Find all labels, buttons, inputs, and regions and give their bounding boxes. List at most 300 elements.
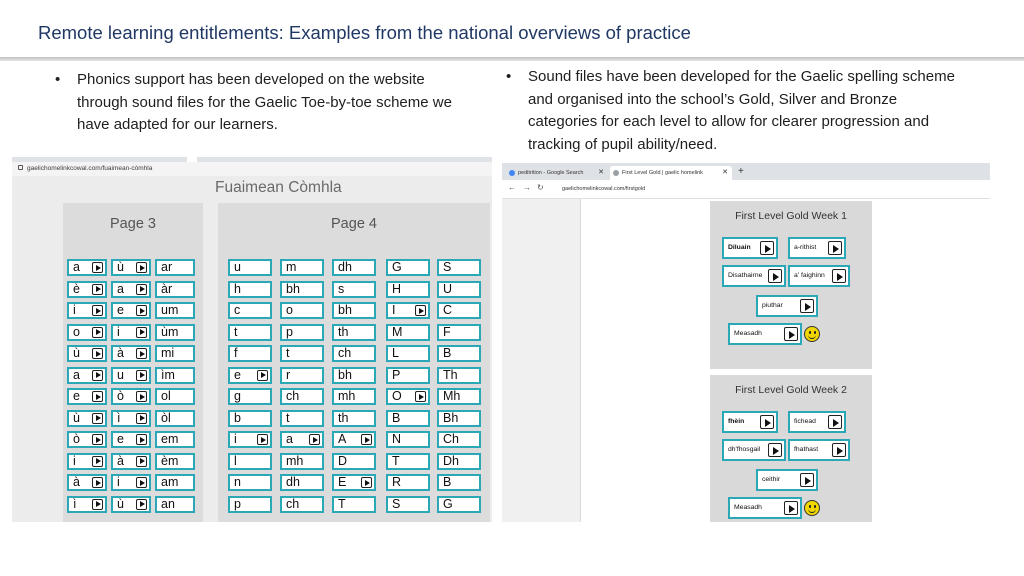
sound-label: B	[392, 410, 401, 425]
new-tab-button[interactable]: +	[738, 166, 744, 177]
page3-sound-cell[interactable]	[67, 345, 107, 362]
page4-sound-cell[interactable]	[386, 367, 430, 384]
page4-sound-cell[interactable]	[280, 345, 324, 362]
page4-sound-cell[interactable]	[280, 324, 324, 341]
sound-label: S	[443, 260, 452, 274]
sound-label: è	[73, 281, 80, 296]
page4-sound-cell[interactable]	[332, 302, 376, 319]
page4-sound-cell[interactable]	[280, 453, 324, 470]
page4-sound-cell[interactable]	[437, 345, 481, 362]
sound-label: ù	[73, 346, 80, 360]
pane-divider	[580, 199, 581, 522]
page3-sound-cell[interactable]	[111, 345, 151, 362]
word-card[interactable]	[788, 411, 846, 433]
play-icon[interactable]	[136, 477, 147, 488]
page4-sound-cell[interactable]	[228, 302, 272, 319]
play-icon[interactable]	[136, 305, 147, 316]
play-icon[interactable]	[92, 391, 103, 402]
sound-label: N	[392, 432, 402, 446]
sound-label: i	[117, 475, 120, 489]
page-heading: Fuaimean Còmhla	[215, 179, 342, 196]
play-icon[interactable]	[92, 284, 103, 295]
page4-sound-cell[interactable]	[332, 388, 376, 405]
play-icon[interactable]	[760, 415, 774, 429]
sound-label: C	[443, 303, 453, 317]
word-label: dh'fhosgail	[728, 446, 761, 453]
week-1-title: First Level Gold Week 1	[735, 210, 847, 222]
page4-sound-cell[interactable]	[228, 388, 272, 405]
sound-label: u	[117, 367, 124, 382]
tab-label: First Level Gold | gaelic homelink	[622, 170, 703, 176]
word-label: Diluain	[728, 244, 751, 251]
tab-first-level-gold[interactable]	[610, 166, 732, 180]
play-icon[interactable]	[136, 348, 147, 359]
page3-sound-cell[interactable]	[111, 431, 151, 448]
page4-sound-cell[interactable]	[437, 259, 481, 276]
sound-label: a	[286, 432, 293, 446]
sound-label: Mh	[443, 389, 461, 403]
page4-sound-cell[interactable]	[228, 410, 272, 427]
page3-sound-cell[interactable]	[67, 367, 107, 384]
sound-label: F	[443, 324, 451, 339]
word-card[interactable]	[788, 439, 850, 461]
play-icon[interactable]	[800, 299, 814, 313]
page4-sound-cell[interactable]	[228, 345, 272, 362]
page3-sound-cell[interactable]	[111, 367, 151, 384]
play-icon[interactable]	[92, 499, 103, 510]
play-icon[interactable]	[136, 262, 147, 273]
play-icon[interactable]	[92, 477, 103, 488]
word-label: Disathairne	[728, 272, 763, 279]
sound-label: a	[73, 260, 80, 274]
sound-label: em	[161, 432, 179, 446]
play-icon[interactable]	[136, 499, 147, 510]
sound-label: ù	[73, 410, 80, 425]
page4-sound-cell[interactable]	[386, 431, 430, 448]
sound-label: r	[286, 367, 291, 382]
page4-sound-cell[interactable]	[332, 367, 376, 384]
page3-sound-cell[interactable]	[155, 474, 195, 491]
page3-sound-cell[interactable]	[67, 453, 107, 470]
page4-sound-cell[interactable]	[386, 281, 430, 298]
page4-sound-cell[interactable]	[386, 453, 430, 470]
play-icon[interactable]	[92, 456, 103, 467]
page4-sound-cell[interactable]	[437, 410, 481, 427]
page3-sound-cell[interactable]	[111, 281, 151, 298]
sound-label: S	[392, 496, 401, 511]
page4-sound-cell[interactable]	[386, 259, 430, 276]
word-card[interactable]	[722, 237, 778, 259]
page3-sound-cell[interactable]	[155, 324, 195, 341]
first-level-gold-screenshot	[502, 163, 990, 522]
sound-label: e	[234, 367, 241, 382]
page4-sound-cell[interactable]	[386, 474, 430, 491]
page3-sound-cell[interactable]	[155, 345, 195, 362]
sound-label: u	[234, 260, 241, 274]
play-icon[interactable]	[257, 370, 268, 381]
sound-label: ar	[161, 260, 173, 274]
site-icon	[613, 170, 619, 176]
sound-label: à	[117, 453, 124, 468]
sound-label: b	[234, 410, 241, 425]
page4-sound-cell[interactable]	[280, 431, 324, 448]
page4-sound-cell[interactable]	[228, 431, 272, 448]
sound-label: m	[286, 260, 297, 274]
play-icon[interactable]	[136, 284, 147, 295]
page4-sound-cell[interactable]	[228, 496, 272, 513]
word-card[interactable]	[722, 439, 786, 461]
play-icon[interactable]	[136, 370, 147, 381]
page3-sound-cell[interactable]	[67, 281, 107, 298]
page3-sound-cell[interactable]	[111, 302, 151, 319]
page3-sound-cell[interactable]	[67, 474, 107, 491]
word-label: Measadh	[734, 330, 762, 337]
play-icon[interactable]	[309, 434, 320, 445]
page4-sound-cell[interactable]	[437, 324, 481, 341]
sound-label: òl	[161, 410, 171, 425]
back-button[interactable]: ←	[508, 183, 516, 192]
page3-sound-cell[interactable]	[155, 302, 195, 319]
page3-sound-cell[interactable]	[67, 496, 107, 513]
page4-sound-cell[interactable]	[437, 388, 481, 405]
page3-sound-cell[interactable]	[155, 388, 195, 405]
word-label: fhathast	[794, 446, 819, 453]
page-4-panel	[218, 203, 490, 522]
page3-sound-cell[interactable]	[67, 324, 107, 341]
page4-sound-cell[interactable]	[386, 345, 430, 362]
play-icon[interactable]	[92, 434, 103, 445]
word-label: piuthar	[762, 302, 783, 309]
play-icon[interactable]	[832, 443, 846, 457]
word-label: fhèin	[728, 418, 745, 425]
google-icon	[509, 170, 515, 176]
play-icon[interactable]	[768, 443, 782, 457]
play-icon[interactable]	[784, 327, 798, 341]
sound-label: ch	[286, 389, 300, 403]
sound-label: mi	[161, 346, 175, 360]
sound-label: p	[234, 496, 241, 511]
play-icon[interactable]	[92, 413, 103, 424]
play-icon[interactable]	[832, 269, 846, 283]
page4-sound-cell[interactable]	[437, 302, 481, 319]
play-icon[interactable]	[92, 305, 103, 316]
word-card[interactable]	[756, 469, 818, 491]
sound-label: A	[338, 432, 347, 446]
sound-label: e	[73, 389, 80, 403]
sound-label: P	[392, 367, 401, 382]
close-icon[interactable]: ✕	[722, 169, 728, 176]
sound-label: B	[443, 475, 452, 489]
play-icon[interactable]	[768, 269, 782, 283]
sound-label: a	[73, 367, 80, 382]
page4-sound-cell[interactable]	[437, 281, 481, 298]
sound-label: ù	[117, 260, 124, 274]
sound-label: Ch	[443, 432, 459, 446]
title-divider	[0, 57, 1024, 61]
page3-sound-cell[interactable]	[155, 367, 195, 384]
play-icon[interactable]	[361, 477, 372, 488]
word-label: Measadh	[734, 504, 762, 511]
page4-sound-cell[interactable]	[437, 453, 481, 470]
week-2-panel	[710, 375, 872, 522]
close-icon[interactable]: ✕	[598, 169, 604, 176]
sound-label: mh	[286, 453, 304, 468]
page4-sound-cell[interactable]	[228, 474, 272, 491]
sound-label: l	[234, 453, 237, 468]
page4-sound-cell[interactable]	[280, 281, 324, 298]
sound-label: à	[73, 475, 80, 489]
play-icon[interactable]	[784, 501, 798, 515]
bullet-phonics	[55, 69, 469, 137]
sound-label: E	[338, 475, 347, 489]
sound-label: ol	[161, 389, 171, 403]
word-card[interactable]	[788, 237, 846, 259]
sound-label: o	[286, 303, 293, 317]
page4-sound-cell[interactable]	[386, 496, 430, 513]
page4-sound-cell[interactable]	[228, 367, 272, 384]
sound-label: t	[286, 410, 290, 425]
page3-sound-cell[interactable]	[155, 431, 195, 448]
sound-label: um	[161, 303, 179, 317]
word-label: fichead	[794, 418, 816, 425]
page3-sound-cell[interactable]	[111, 388, 151, 405]
play-icon[interactable]	[415, 305, 426, 316]
page4-sound-cell[interactable]	[437, 367, 481, 384]
sound-label: n	[234, 475, 241, 489]
sound-label: bh	[338, 303, 352, 317]
page4-sound-cell[interactable]	[332, 453, 376, 470]
page4-sound-cell[interactable]	[332, 281, 376, 298]
play-icon[interactable]	[136, 434, 147, 445]
sound-label: t	[286, 346, 290, 360]
page4-sound-cell[interactable]	[280, 259, 324, 276]
sound-label: mh	[338, 389, 356, 403]
play-icon[interactable]	[136, 327, 147, 338]
sound-label: ch	[338, 346, 352, 360]
sound-label: h	[234, 281, 241, 296]
sound-label: ùm	[161, 324, 179, 339]
sound-label: L	[392, 346, 399, 360]
sound-label: Dh	[443, 453, 459, 468]
week-2-title: First Level Gold Week 2	[735, 384, 847, 396]
page3-sound-cell[interactable]	[67, 259, 107, 276]
sound-label: B	[443, 346, 452, 360]
tab-google-search[interactable]	[506, 166, 608, 180]
sound-label: th	[338, 410, 349, 425]
play-icon[interactable]	[92, 262, 103, 273]
word-label: ceithir	[762, 476, 781, 483]
word-card[interactable]	[728, 497, 802, 519]
sound-label: àr	[161, 281, 173, 296]
sound-label: p	[286, 324, 293, 339]
sound-label: bh	[338, 367, 352, 382]
play-icon[interactable]	[92, 327, 103, 338]
browser-nav-bar	[502, 180, 990, 199]
sound-label: ìm	[161, 367, 175, 382]
page3-sound-cell[interactable]	[67, 410, 107, 427]
sound-label: U	[443, 281, 453, 296]
page4-sound-cell[interactable]	[228, 324, 272, 341]
sound-label: ò	[117, 389, 124, 403]
sound-label: am	[161, 475, 179, 489]
play-icon[interactable]	[415, 391, 426, 402]
sound-label: èm	[161, 453, 179, 468]
page4-sound-cell[interactable]	[228, 281, 272, 298]
page3-sound-cell[interactable]	[67, 302, 107, 319]
sound-label: i	[117, 324, 120, 339]
bullet-sound-files-text: Sound files have been developed for the Gaelic spelling scheme and organised into the school’s Gold, Silver and Bronze categories for each level to allow for clearer progression and tracking of pupil ability/need.	[528, 68, 955, 153]
page3-sound-cell[interactable]	[155, 453, 195, 470]
word-label: a-rithist	[794, 244, 817, 251]
page4-sound-cell[interactable]	[386, 324, 430, 341]
sound-label: dh	[286, 475, 300, 489]
sound-label: dh	[338, 260, 352, 274]
week-1-panel	[710, 201, 872, 369]
sound-label: ù	[117, 496, 124, 511]
sound-label: a	[117, 281, 124, 296]
sound-label: D	[338, 453, 348, 468]
sound-label: à	[117, 346, 124, 360]
page3-sound-cell[interactable]	[67, 431, 107, 448]
page4-sound-cell[interactable]	[386, 302, 430, 319]
sound-label: o	[73, 324, 80, 339]
sound-label: an	[161, 496, 175, 511]
page4-sound-cell[interactable]	[437, 474, 481, 491]
play-icon[interactable]	[92, 348, 103, 359]
page4-sound-cell[interactable]	[332, 496, 376, 513]
sound-label: c	[234, 303, 241, 317]
play-icon[interactable]	[257, 434, 268, 445]
page3-sound-cell[interactable]	[111, 324, 151, 341]
sound-label: s	[338, 281, 345, 296]
word-label: a' faighinn	[794, 272, 825, 279]
page3-sound-cell[interactable]	[111, 496, 151, 513]
page3-sound-cell[interactable]	[155, 496, 195, 513]
browser-tab-strip	[12, 157, 492, 162]
sound-label: g	[234, 389, 241, 403]
bullet-marker: •	[506, 68, 512, 85]
sound-label: G	[392, 260, 402, 274]
sound-label: ò	[73, 432, 80, 446]
sound-label: I	[392, 303, 396, 317]
page4-sound-cell[interactable]	[437, 496, 481, 513]
page4-sound-cell[interactable]	[280, 388, 324, 405]
page4-sound-cell[interactable]	[280, 474, 324, 491]
page3-sound-cell[interactable]	[111, 453, 151, 470]
sound-label: t	[234, 324, 238, 339]
sound-label: Th	[443, 367, 458, 382]
page4-sound-cell[interactable]	[228, 453, 272, 470]
play-icon[interactable]	[136, 456, 147, 467]
sound-label: i	[234, 432, 237, 446]
page-3-panel	[63, 203, 203, 522]
word-card[interactable]	[788, 265, 850, 287]
sound-label: M	[392, 324, 403, 339]
sound-label: f	[234, 346, 238, 360]
smiley-icon	[804, 500, 820, 516]
sound-label: e	[117, 432, 124, 446]
sound-label: e	[117, 303, 124, 317]
page3-sound-cell[interactable]	[155, 281, 195, 298]
page4-sound-cell[interactable]	[386, 410, 430, 427]
address-bar[interactable]	[12, 162, 492, 176]
page4-sound-cell[interactable]	[332, 324, 376, 341]
side-pane	[502, 199, 580, 522]
slide-title: Remote learning entitlements: Examples from the national overviews of practice	[38, 22, 691, 43]
page4-sound-cell[interactable]	[280, 410, 324, 427]
page4-sound-cell[interactable]	[332, 474, 376, 491]
word-card[interactable]	[722, 265, 786, 287]
sound-label: R	[392, 475, 402, 489]
page4-sound-cell[interactable]	[332, 345, 376, 362]
page3-sound-cell[interactable]	[155, 259, 195, 276]
play-icon[interactable]	[92, 370, 103, 381]
page3-sound-cell[interactable]	[111, 474, 151, 491]
page3-sound-cell[interactable]	[155, 410, 195, 427]
sound-label: ì	[117, 410, 121, 425]
page4-sound-cell[interactable]	[437, 431, 481, 448]
tab-label: peditrition - Google Search	[518, 170, 584, 176]
sound-label: i	[73, 303, 76, 317]
bullet-sound-files	[506, 66, 968, 156]
smiley-icon	[804, 326, 820, 342]
lock-icon	[18, 165, 23, 170]
page4-sound-cell[interactable]	[280, 302, 324, 319]
bullet-phonics-text: Phonics support has been developed on the website through sound files for the Gaelic Toe-by-toe scheme we have adapted for our learners.	[77, 71, 452, 133]
sound-label: ch	[286, 496, 300, 511]
sound-label: bh	[286, 281, 300, 296]
address-url[interactable]: gaelichomelinkcowal.com/firstgold	[562, 186, 646, 192]
play-icon[interactable]	[361, 434, 372, 445]
browser-tab-bar	[502, 163, 990, 180]
forward-button[interactable]: →	[523, 183, 531, 192]
page4-sound-cell[interactable]	[332, 410, 376, 427]
page3-sound-cell[interactable]	[67, 388, 107, 405]
page-3-label: Page 3	[110, 216, 156, 232]
bullet-marker: •	[55, 71, 61, 88]
sound-label: H	[392, 281, 402, 296]
play-icon[interactable]	[136, 413, 147, 424]
sound-label: Bh	[443, 410, 459, 425]
page3-sound-cell[interactable]	[111, 410, 151, 427]
word-card[interactable]	[728, 323, 802, 345]
sound-label: G	[443, 496, 453, 511]
play-icon[interactable]	[828, 241, 842, 255]
sound-label: O	[392, 389, 402, 403]
page4-sound-cell[interactable]	[280, 496, 324, 513]
play-icon[interactable]	[800, 473, 814, 487]
sound-label: ì	[73, 496, 77, 511]
fuaimean-screenshot	[12, 157, 492, 522]
address-url: gaelichomelinkcowal.com/fuaimean-còmhla	[27, 165, 153, 172]
reload-button[interactable]: ↻	[537, 183, 544, 192]
page4-sound-cell[interactable]	[332, 259, 376, 276]
word-card[interactable]	[756, 295, 818, 317]
sound-label: T	[338, 496, 346, 511]
play-icon[interactable]	[828, 415, 842, 429]
page3-sound-cell[interactable]	[111, 259, 151, 276]
word-card[interactable]	[722, 411, 778, 433]
page-4-label: Page 4	[331, 216, 377, 232]
page4-sound-cell[interactable]	[228, 259, 272, 276]
page4-sound-cell[interactable]	[280, 367, 324, 384]
sound-label: th	[338, 324, 349, 339]
play-icon[interactable]	[760, 241, 774, 255]
sound-label: i	[73, 453, 76, 468]
page4-sound-cell[interactable]	[332, 431, 376, 448]
page4-sound-cell[interactable]	[386, 388, 430, 405]
play-icon[interactable]	[136, 391, 147, 402]
